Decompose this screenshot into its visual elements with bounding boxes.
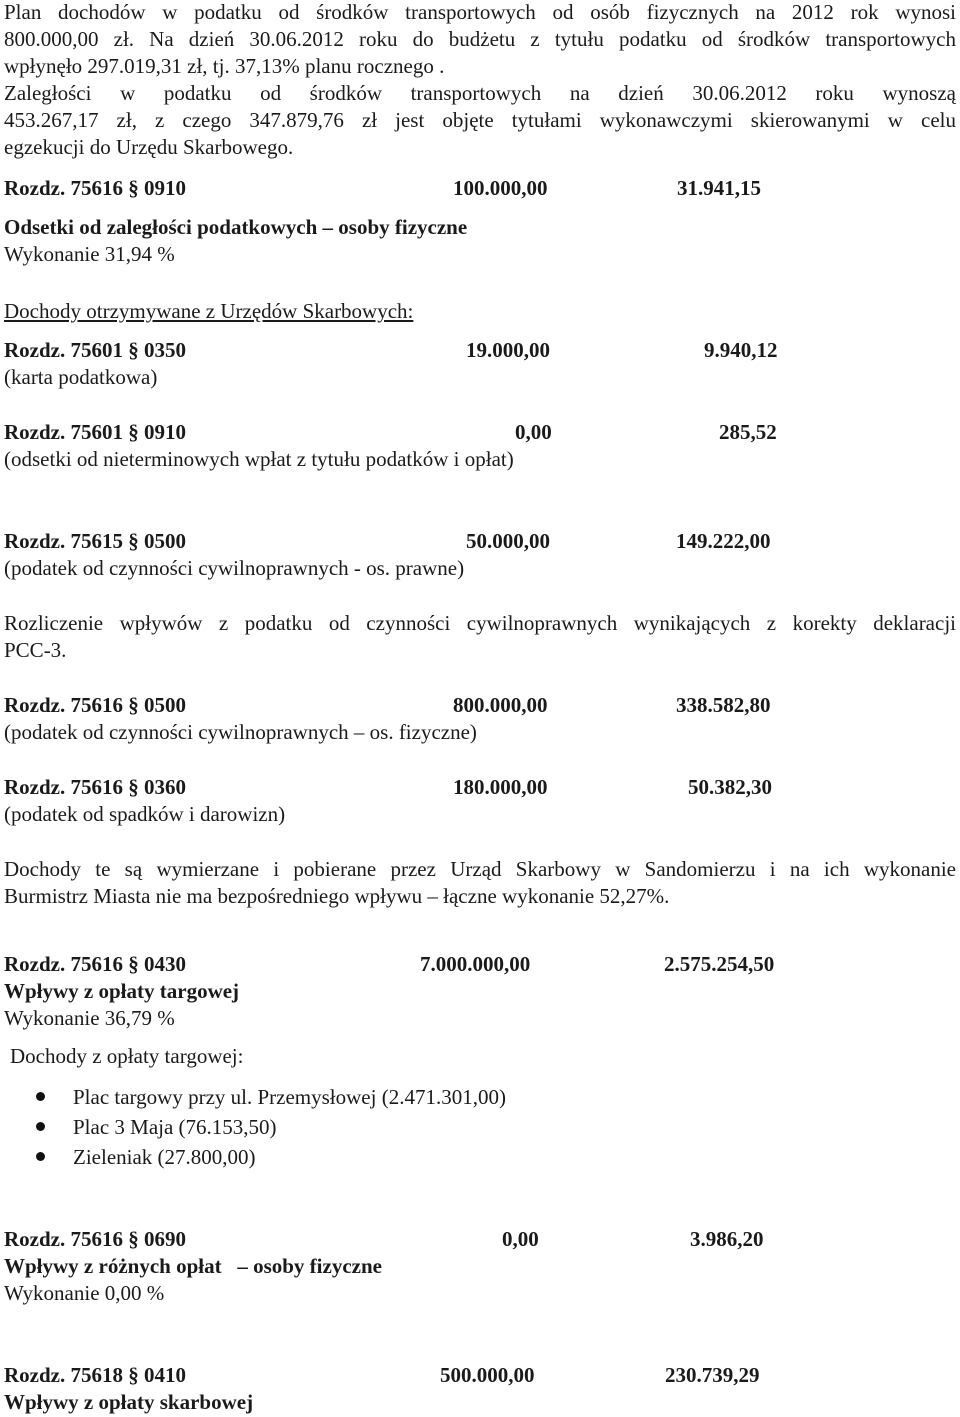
us-note-line-1: Dochody te są wymierzane i pobierane przez Urząd Skarbowy w Sandomierzu i na ich wykonanie <box>4 857 956 881</box>
sec1-rate: Wykonanie 31,94 % <box>4 242 175 266</box>
r4-code: Rozdz. 75616 § 0500 <box>4 693 186 717</box>
pcc-line-1: Rozliczenie wpływów z podatku od czynności cywilnoprawnych wynikających z korekty deklaracji <box>4 611 956 635</box>
sec1-exec: 31.941,15 <box>677 176 761 200</box>
intro-line-6: egzekucji do Urzędu Skarbowego. <box>4 135 294 159</box>
sec4-plan: 500.000,00 <box>440 1363 535 1387</box>
sec2-plan: 7.000.000,00 <box>420 952 531 976</box>
sec4-title: Wpływy z opłaty skarbowej <box>4 1390 254 1414</box>
pcc-line-2: PCC-3. <box>4 638 67 662</box>
r3-exec: 149.222,00 <box>676 529 771 553</box>
r1-exec: 9.940,12 <box>704 338 778 362</box>
sec2-rate: Wykonanie 36,79 % <box>4 1006 175 1030</box>
r3-code: Rozdz. 75615 § 0500 <box>4 529 186 553</box>
sec3-title: Wpływy z różnych opłat – osoby fizyczne <box>4 1254 382 1278</box>
intro-line-1: Plan dochodów w podatku od środków transportowych od osób fizycznych na 2012 rok wynosi <box>4 0 956 24</box>
bullet-icon <box>36 1122 45 1131</box>
r3-note: (podatek od czynności cywilnoprawnych - os. prawne) <box>4 556 465 580</box>
sec2-title: Wpływy z opłaty targowej <box>4 979 240 1003</box>
r5-code: Rozdz. 75616 § 0360 <box>4 775 186 799</box>
sec1-title: Odsetki od zaległości podatkowych – osoby fizyczne <box>4 215 468 239</box>
sec1-code: Rozdz. 75616 § 0910 <box>4 176 186 200</box>
r5-note: (podatek od spadków i darowizn) <box>4 802 286 826</box>
list-item: Plac targowy przy ul. Przemysłowej (2.471.301,00) <box>73 1085 506 1109</box>
intro-line-5: 453.267,17 zł, z czego 347.879,76 zł jest objęte tytułami wykonawczymi skierowanymi w celu <box>4 108 956 132</box>
sec2-list-heading: Dochody z opłaty targowej: <box>10 1044 244 1068</box>
r2-code: Rozdz. 75601 § 0910 <box>4 420 186 444</box>
bullet-icon <box>36 1152 45 1161</box>
r1-note: (karta podatkowa) <box>4 365 158 389</box>
list-item: Plac 3 Maja (76.153,50) <box>73 1115 277 1139</box>
sec3-plan: 0,00 <box>502 1227 539 1251</box>
intro-line-3: wpłynęło 297.019,31 zł, tj. 37,13% planu rocznego . <box>4 54 445 78</box>
r5-exec: 50.382,30 <box>688 775 772 799</box>
sec3-rate: Wykonanie 0,00 % <box>4 1281 165 1305</box>
bullet-icon <box>36 1092 45 1101</box>
us-note-line-2: Burmistrz Miasta nie ma bezpośredniego wpływu – łączne wykonanie 52,27%. <box>4 884 670 908</box>
intro-line-4: Zaległości w podatku od środków transportowych na dzień 30.06.2012 roku wynoszą <box>4 81 956 105</box>
sec4-exec: 230.739,29 <box>665 1363 760 1387</box>
list-item: Zieleniak (27.800,00) <box>73 1145 256 1169</box>
r1-plan: 19.000,00 <box>466 338 550 362</box>
r2-note: (odsetki od nieterminowych wpłat z tytułu podatków i opłat) <box>4 447 514 471</box>
sec3-exec: 3.986,20 <box>690 1227 764 1251</box>
sec2-exec: 2.575.254,50 <box>664 952 775 976</box>
r4-exec: 338.582,80 <box>676 693 771 717</box>
us-heading: Dochody otrzymywane z Urzędów Skarbowych: <box>4 299 414 323</box>
r2-plan: 0,00 <box>515 420 552 444</box>
sec3-code: Rozdz. 75616 § 0690 <box>4 1227 186 1251</box>
r1-code: Rozdz. 75601 § 0350 <box>4 338 186 362</box>
r5-plan: 180.000,00 <box>453 775 548 799</box>
intro-line-2: 800.000,00 zł. Na dzień 30.06.2012 roku do budżetu z tytułu podatku od środków transportowych <box>4 27 956 51</box>
r4-note: (podatek od czynności cywilnoprawnych – os. fizyczne) <box>4 720 477 744</box>
sec2-code: Rozdz. 75616 § 0430 <box>4 952 186 976</box>
sec1-plan: 100.000,00 <box>453 176 548 200</box>
r4-plan: 800.000,00 <box>453 693 548 717</box>
r2-exec: 285,52 <box>719 420 777 444</box>
sec4-code: Rozdz. 75618 § 0410 <box>4 1363 186 1387</box>
r3-plan: 50.000,00 <box>466 529 550 553</box>
